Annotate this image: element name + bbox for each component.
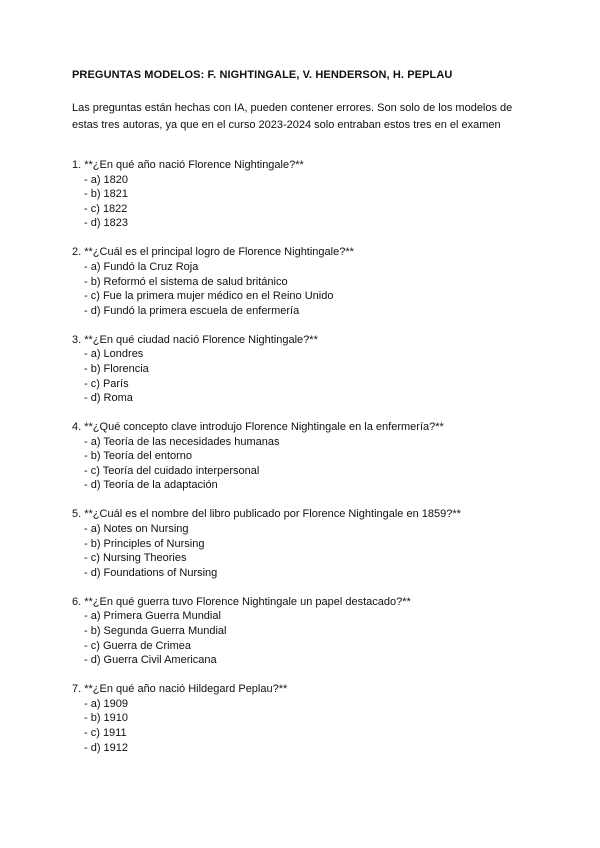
question-line xyxy=(72,595,532,610)
question-item xyxy=(72,420,532,493)
answer-option: - d) Roma xyxy=(84,392,133,405)
answer-option: - d) Foundations of Nursing xyxy=(84,566,218,579)
question-text: **¿Cuál es el principal logro de Florence Nightingale?** xyxy=(84,246,354,259)
answer-option: - c) Guerra de Crimea xyxy=(84,639,191,652)
question-text: **¿En qué año nació Hildegard Peplau?** xyxy=(84,683,288,696)
question-line xyxy=(72,158,532,173)
question-text: **¿En qué ciudad nació Florence Nightingale?** xyxy=(84,333,318,346)
option-list xyxy=(72,347,532,405)
answer-option: - c) Teoría del cuidado interpersonal xyxy=(84,464,260,477)
question-number: 1 . xyxy=(72,159,84,171)
question-text: **¿Qué concepto clave introdujo Florence Nightingale en la enfermería?** xyxy=(84,421,444,434)
question-line xyxy=(72,507,532,522)
question-text: **¿Cuál es el nombre del libro publicado por Florence Nightingale en 1859?** xyxy=(84,508,461,521)
answer-option: - c) Fue la primera mujer médico en el Reino Unido xyxy=(84,290,334,303)
answer-option: - b) Reformó el sistema de salud británico xyxy=(84,275,288,288)
option-list xyxy=(72,435,532,493)
answer-option: - a) Teoría de las necesidades humanas xyxy=(84,435,280,448)
answer-option: - a) Primera Guerra Mundial xyxy=(84,610,221,623)
answer-option: - a) 1820 xyxy=(84,173,129,186)
option-list xyxy=(72,260,532,318)
question-item xyxy=(72,507,532,580)
answer-option: - b) Teoría del entorno xyxy=(84,450,193,463)
question-number: 4 . xyxy=(72,421,84,433)
question-number: 7 . xyxy=(72,683,84,695)
answer-option: - d) Teoría de la adaptación xyxy=(84,479,218,492)
question-number: 6 . xyxy=(72,596,84,608)
question-text: **¿En qué año nació Florence Nightingale?** xyxy=(84,159,304,171)
question-text: **¿En qué guerra tuvo Florence Nightingale un papel destacado?** xyxy=(84,595,411,608)
question-line xyxy=(72,333,532,348)
question-item xyxy=(72,333,532,406)
answer-option: - a) Notes on Nursing xyxy=(84,523,189,536)
option-list xyxy=(72,173,532,231)
question-number: 2 . xyxy=(72,246,84,258)
answer-option: - a) 1909 xyxy=(84,697,129,710)
answer-option: - b) 1910 xyxy=(84,712,129,725)
answer-option: - b) Principles of Nursing xyxy=(84,537,205,550)
answer-option: - a) Londres xyxy=(84,348,144,361)
question-item xyxy=(72,245,532,318)
question-item xyxy=(72,682,532,755)
answer-option: - b) Florencia xyxy=(84,362,149,375)
answer-option: - b) Segunda Guerra Mundial xyxy=(84,624,227,637)
answer-option: - d) 1912 xyxy=(84,741,129,754)
answer-option: - d) Guerra Civil Americana xyxy=(84,654,217,667)
answer-option: - c) 1911 xyxy=(84,726,127,739)
intro-paragraph: Las preguntas están hechas con IA, pueden contener errores. Son solo de los modelos de estas tres autoras, ya que en el curso 2023-2024 solo entraban estos tres en el examen xyxy=(72,102,513,131)
question-item xyxy=(72,158,532,231)
question-list xyxy=(72,158,532,770)
answer-option: - a) Fundó la Cruz Roja xyxy=(84,260,199,273)
question-line xyxy=(72,245,532,260)
question-number: 5 . xyxy=(72,508,84,520)
answer-option: - d) Fundó la primera escuela de enfermería xyxy=(84,304,300,317)
question-line xyxy=(72,682,532,697)
answer-option: - c) París xyxy=(84,377,129,390)
question-item xyxy=(72,595,532,668)
answer-option: - d) 1823 xyxy=(84,217,129,230)
question-number: 3 . xyxy=(72,334,84,346)
answer-option: - b) 1821 xyxy=(84,188,129,201)
option-list xyxy=(72,609,532,667)
answer-option: - c) 1822 xyxy=(84,202,128,215)
answer-option: - c) Nursing Theories xyxy=(84,552,187,565)
option-list xyxy=(72,522,532,580)
document-title: PREGUNTAS MODELOS: F. NIGHTINGALE, V. HENDERSON, H. PEPLAU xyxy=(72,69,453,81)
option-list xyxy=(72,697,532,755)
question-line xyxy=(72,420,532,435)
